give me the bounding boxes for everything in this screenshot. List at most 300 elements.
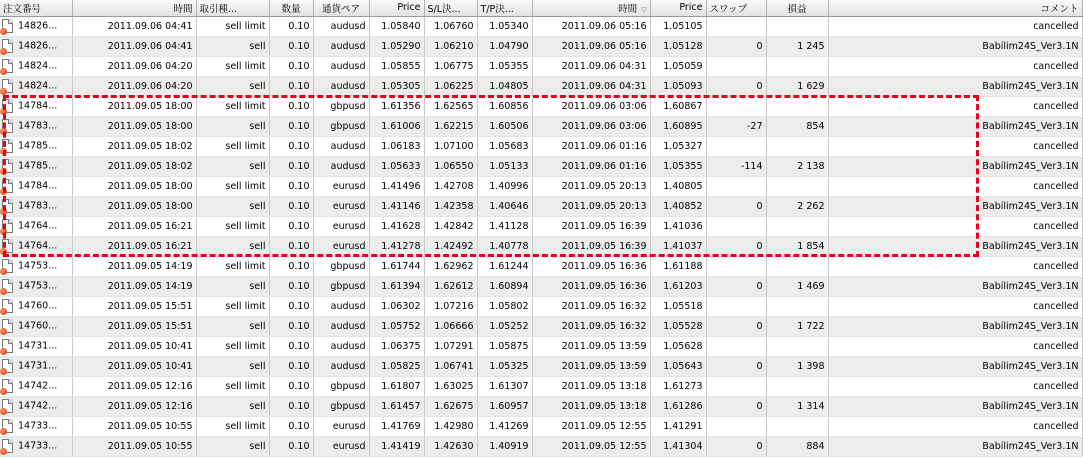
cell-id [0,216,72,236]
profit-value: 1 854 [797,240,825,252]
status-dot-icon [0,308,7,315]
cell-tp [477,436,532,456]
id-value: 14826... [18,20,58,32]
document-icon [2,159,13,173]
cell-sl [424,256,477,276]
id-value: 14760... [18,320,58,332]
symbol-value: audusd [330,20,366,32]
price-value: 1.41146 [381,200,421,212]
cell-close-time [532,356,650,376]
table-row[interactable] [0,296,1082,316]
cell-id [0,36,72,56]
cell-swap [706,376,766,396]
tp-value: 1.40919 [489,440,529,452]
table-row[interactable] [0,276,1082,296]
comment-value: cancelled [1033,140,1079,152]
close-price-value: 1.60895 [663,120,703,132]
close-time-value: 2011.09.06 03:06 [561,120,647,132]
cell-type [196,196,269,216]
swap-value: 0 [756,240,763,252]
table-row[interactable] [0,96,1082,116]
cell-type [196,136,269,156]
open-time-value: 2011.09.05 18:00 [107,200,193,212]
tp-value: 1.60957 [489,400,529,412]
sl-value: 1.42842 [434,220,474,232]
col-comment[interactable]: コメント [828,0,1082,16]
close-price-value: 1.61203 [663,280,703,292]
cell-id [0,196,72,216]
status-dot-icon [0,248,7,255]
cell-open-time [72,56,196,76]
col-profit[interactable]: 損益 [766,0,828,16]
tp-value: 1.05802 [489,300,529,312]
close-price-value: 1.05105 [663,20,703,32]
cell-swap [706,236,766,256]
cell-price [369,76,424,96]
table-row[interactable] [0,216,1082,236]
tp-value: 1.05252 [489,320,529,332]
cell-profit [766,356,828,376]
cell-close-price [650,336,706,356]
cell-size [269,296,313,316]
cell-comment [828,376,1082,396]
cell-close-time [532,76,650,96]
cell-comment [828,116,1082,136]
symbol-value: audusd [330,40,366,52]
cell-symbol [313,116,369,136]
symbol-value: audusd [330,340,366,352]
cell-sl [424,396,477,416]
price-value: 1.61744 [381,260,421,272]
cell-swap [706,256,766,276]
cell-id [0,416,72,436]
close-price-value: 1.05643 [663,360,703,372]
document-icon [2,39,13,53]
size-value: 0.10 [288,400,310,412]
sl-value: 1.62675 [434,400,474,412]
comment-value: Babilim24S_Ver3.1N [982,80,1079,92]
cell-symbol [313,36,369,56]
cell-size [269,436,313,456]
open-time-value: 2011.09.05 10:55 [107,440,193,452]
cell-type [196,416,269,436]
cell-price [369,196,424,216]
cell-sl [424,76,477,96]
cell-tp [477,296,532,316]
cell-type [196,356,269,376]
close-time-value: 2011.09.05 12:55 [561,440,647,452]
cell-tp [477,416,532,436]
comment-value: Babilim24S_Ver3.1N [982,40,1079,52]
cell-profit [766,276,828,296]
document-icon [2,399,13,413]
profit-value: 2 138 [797,160,825,172]
cell-profit [766,336,828,356]
close-time-value: 2011.09.05 12:55 [561,420,647,432]
close-price-value: 1.05528 [663,320,703,332]
cell-id [0,436,72,456]
cell-type [196,176,269,196]
cell-size [269,336,313,356]
swap-value: 0 [756,200,763,212]
close-time-value: 2011.09.05 16:39 [561,240,647,252]
table-row[interactable] [0,156,1082,176]
type-value: sell limit [225,180,266,192]
id-value: 14764... [18,240,58,252]
document-icon [2,179,13,193]
cell-close-time [532,156,650,176]
close-time-value: 2011.09.05 13:59 [561,360,647,372]
cell-comment [828,436,1082,456]
swap-value: 0 [756,440,763,452]
comment-value: Babilim24S_Ver3.1N [982,320,1079,332]
cell-swap [706,436,766,456]
type-value: sell [249,280,266,292]
document-icon [2,379,13,393]
close-price-value: 1.61188 [663,260,703,272]
table-row[interactable] [0,236,1082,256]
tp-value: 1.60856 [489,100,529,112]
cell-comment [828,356,1082,376]
symbol-value: gbpusd [330,100,366,112]
close-price-value: 1.41036 [663,220,703,232]
cell-symbol [313,176,369,196]
tp-value: 1.60506 [489,120,529,132]
col-open-time[interactable]: 時間 [72,0,196,16]
tp-value: 1.40646 [489,200,529,212]
cell-comment [828,96,1082,116]
cell-tp [477,256,532,276]
open-time-value: 2011.09.05 18:00 [107,180,193,192]
cell-size [269,196,313,216]
close-price-value: 1.05327 [663,140,703,152]
cell-open-time [72,176,196,196]
price-value: 1.05855 [381,60,421,72]
symbol-value: audusd [330,60,366,72]
cell-type [196,16,269,36]
cell-type [196,276,269,296]
col-swap[interactable]: スワップ [706,0,766,16]
table-row[interactable] [0,36,1082,56]
cell-close-price [650,316,706,336]
cell-comment [828,316,1082,336]
cell-sl [424,16,477,36]
profit-value: 1 629 [797,80,825,92]
cell-size [269,216,313,236]
cell-profit [766,196,828,216]
comment-value: cancelled [1033,60,1079,72]
cell-price [369,236,424,256]
cell-swap [706,136,766,156]
close-time-value: 2011.09.05 16:32 [561,320,647,332]
size-value: 0.10 [288,300,310,312]
open-time-value: 2011.09.05 18:02 [107,140,193,152]
symbol-value: audusd [330,320,366,332]
type-value: sell limit [225,20,266,32]
cell-close-price [650,376,706,396]
price-value: 1.05305 [381,80,421,92]
close-price-value: 1.05128 [663,40,703,52]
open-time-value: 2011.09.05 10:55 [107,420,193,432]
table-row[interactable] [0,436,1082,456]
tp-value: 1.40778 [489,240,529,252]
close-price-value: 1.41037 [663,240,703,252]
cell-profit [766,436,828,456]
cell-close-price [650,176,706,196]
sl-value: 1.42630 [434,440,474,452]
cell-swap [706,96,766,116]
sl-value: 1.42492 [434,240,474,252]
type-value: sell limit [225,340,266,352]
cell-open-time [72,116,196,136]
size-value: 0.10 [288,240,310,252]
table-body [0,16,1082,456]
id-value: 14824... [18,60,58,72]
price-value: 1.61356 [381,100,421,112]
price-value: 1.05825 [381,360,421,372]
tp-value: 1.41128 [489,220,529,232]
sort-descending-icon: ▽ [641,5,647,14]
cell-close-price [650,436,706,456]
cell-price [369,136,424,156]
close-price-value: 1.40852 [663,200,703,212]
sl-value: 1.06741 [434,360,474,372]
cell-symbol [313,136,369,156]
open-time-value: 2011.09.05 15:51 [107,300,193,312]
table-row[interactable] [0,396,1082,416]
cell-symbol [313,96,369,116]
status-dot-icon [0,168,7,175]
table-row[interactable] [0,196,1082,216]
cell-profit [766,56,828,76]
document-icon [2,99,13,113]
col-stop-loss[interactable]: S/L決... [424,0,477,16]
cell-profit [766,296,828,316]
cell-tp [477,216,532,236]
close-price-value: 1.41304 [663,440,703,452]
cell-open-time [72,216,196,236]
cell-id [0,116,72,136]
cell-tp [477,16,532,36]
size-value: 0.10 [288,180,310,192]
cell-id [0,16,72,36]
cell-tp [477,156,532,176]
cell-type [196,376,269,396]
open-time-value: 2011.09.05 10:41 [107,360,193,372]
open-time-value: 2011.09.05 16:21 [107,220,193,232]
tp-value: 1.60894 [489,280,529,292]
close-time-value: 2011.09.05 20:13 [561,200,647,212]
table-row[interactable] [0,176,1082,196]
cell-comment [828,336,1082,356]
comment-value: cancelled [1033,380,1079,392]
close-price-value: 1.05355 [663,160,703,172]
document-icon [2,59,13,73]
cell-sl [424,196,477,216]
cell-id [0,356,72,376]
close-price-value: 1.05059 [663,60,703,72]
open-time-value: 2011.09.05 18:00 [107,120,193,132]
open-time-value: 2011.09.06 04:20 [107,60,193,72]
col-close-price[interactable]: Price [650,0,706,16]
sl-value: 1.62612 [434,280,474,292]
col-size[interactable]: 数量 [269,0,313,16]
table-row[interactable] [0,56,1082,76]
close-time-value: 2011.09.06 05:16 [561,20,647,32]
table-row[interactable] [0,76,1082,96]
cell-sl [424,136,477,156]
cell-id [0,76,72,96]
comment-value: cancelled [1033,420,1079,432]
cell-sl [424,316,477,336]
price-value: 1.41496 [381,180,421,192]
id-value: 14785... [18,160,58,172]
size-value: 0.10 [288,200,310,212]
cell-comment [828,236,1082,256]
type-value: sell [249,400,266,412]
cell-swap [706,176,766,196]
cell-close-time [532,336,650,356]
cell-tp [477,316,532,336]
comment-value: Babilim24S_Ver3.1N [982,200,1079,212]
tp-value: 1.05340 [489,20,529,32]
cell-price [369,56,424,76]
cell-price [369,16,424,36]
cell-close-price [650,156,706,176]
cell-close-time [532,436,650,456]
status-dot-icon [0,148,7,155]
document-icon [2,19,13,33]
table-row[interactable] [0,256,1082,276]
table-row[interactable] [0,16,1082,36]
cell-open-time [72,356,196,376]
document-icon [2,139,13,153]
cell-symbol [313,16,369,36]
col-take-profit[interactable]: T/P決... [477,0,532,16]
cell-sl [424,276,477,296]
cell-price [369,376,424,396]
tp-value: 1.41269 [489,420,529,432]
cell-size [269,316,313,336]
cell-open-time [72,296,196,316]
cell-tp [477,36,532,56]
id-value: 14764... [18,220,58,232]
col-order-id[interactable]: 注文番号 [0,0,72,16]
swap-value: 0 [756,40,763,52]
cell-tp [477,276,532,296]
cell-type [196,236,269,256]
status-dot-icon [0,208,7,215]
cell-open-time [72,156,196,176]
close-price-value: 1.61273 [663,380,703,392]
cell-price [369,296,424,316]
close-time-value: 2011.09.06 03:06 [561,100,647,112]
cell-open-time [72,256,196,276]
cell-symbol [313,216,369,236]
tp-value: 1.05683 [489,140,529,152]
table-row[interactable] [0,336,1082,356]
cell-close-time [532,236,650,256]
cell-close-time [532,16,650,36]
id-value: 14760... [18,300,58,312]
size-value: 0.10 [288,220,310,232]
sl-value: 1.62215 [434,120,474,132]
cell-sl [424,416,477,436]
cell-close-price [650,296,706,316]
cell-size [269,76,313,96]
cell-close-price [650,36,706,56]
col-symbol[interactable]: 通貨ペア [313,0,369,16]
cell-swap [706,76,766,96]
cell-symbol [313,436,369,456]
id-value: 14753... [18,280,58,292]
table-row[interactable] [0,416,1082,436]
cell-profit [766,116,828,136]
col-price[interactable]: Price [369,0,424,16]
cell-comment [828,196,1082,216]
cell-close-price [650,16,706,36]
cell-size [269,396,313,416]
cell-open-time [72,196,196,216]
price-value: 1.05633 [381,160,421,172]
cell-id [0,376,72,396]
cell-open-time [72,416,196,436]
open-time-value: 2011.09.05 12:16 [107,400,193,412]
profit-value: 2 262 [797,200,825,212]
document-icon [2,339,13,353]
id-value: 14731... [18,360,58,372]
cell-close-price [650,136,706,156]
table-row[interactable] [0,116,1082,136]
cell-symbol [313,276,369,296]
price-value: 1.41278 [381,240,421,252]
size-value: 0.10 [288,260,310,272]
cell-type [196,216,269,236]
col-type[interactable]: 取引種... [196,0,269,16]
document-icon [2,279,13,293]
table-row[interactable] [0,376,1082,396]
id-value: 14826... [18,40,58,52]
cell-price [369,36,424,56]
cell-open-time [72,396,196,416]
comment-value: cancelled [1033,100,1079,112]
sl-value: 1.06210 [434,40,474,52]
cell-comment [828,256,1082,276]
cell-close-time [532,296,650,316]
sl-value: 1.42358 [434,200,474,212]
table-row[interactable] [0,316,1082,336]
cell-open-time [72,36,196,56]
profit-value: 1 469 [797,280,825,292]
tp-value: 1.04805 [489,80,529,92]
symbol-value: eurusd [332,180,366,192]
cell-price [369,356,424,376]
cell-close-time [532,276,650,296]
size-value: 0.10 [288,140,310,152]
table-row[interactable] [0,136,1082,156]
cell-tp [477,56,532,76]
close-time-value: 2011.09.05 16:36 [561,280,647,292]
close-price-value: 1.61286 [663,400,703,412]
symbol-value: audusd [330,80,366,92]
table-row[interactable] [0,356,1082,376]
col-close-time[interactable]: 時間 ▽ [532,0,650,16]
cell-swap [706,356,766,376]
price-value: 1.06302 [381,300,421,312]
cell-swap [706,36,766,56]
cell-tp [477,116,532,136]
tp-value: 1.61307 [489,380,529,392]
